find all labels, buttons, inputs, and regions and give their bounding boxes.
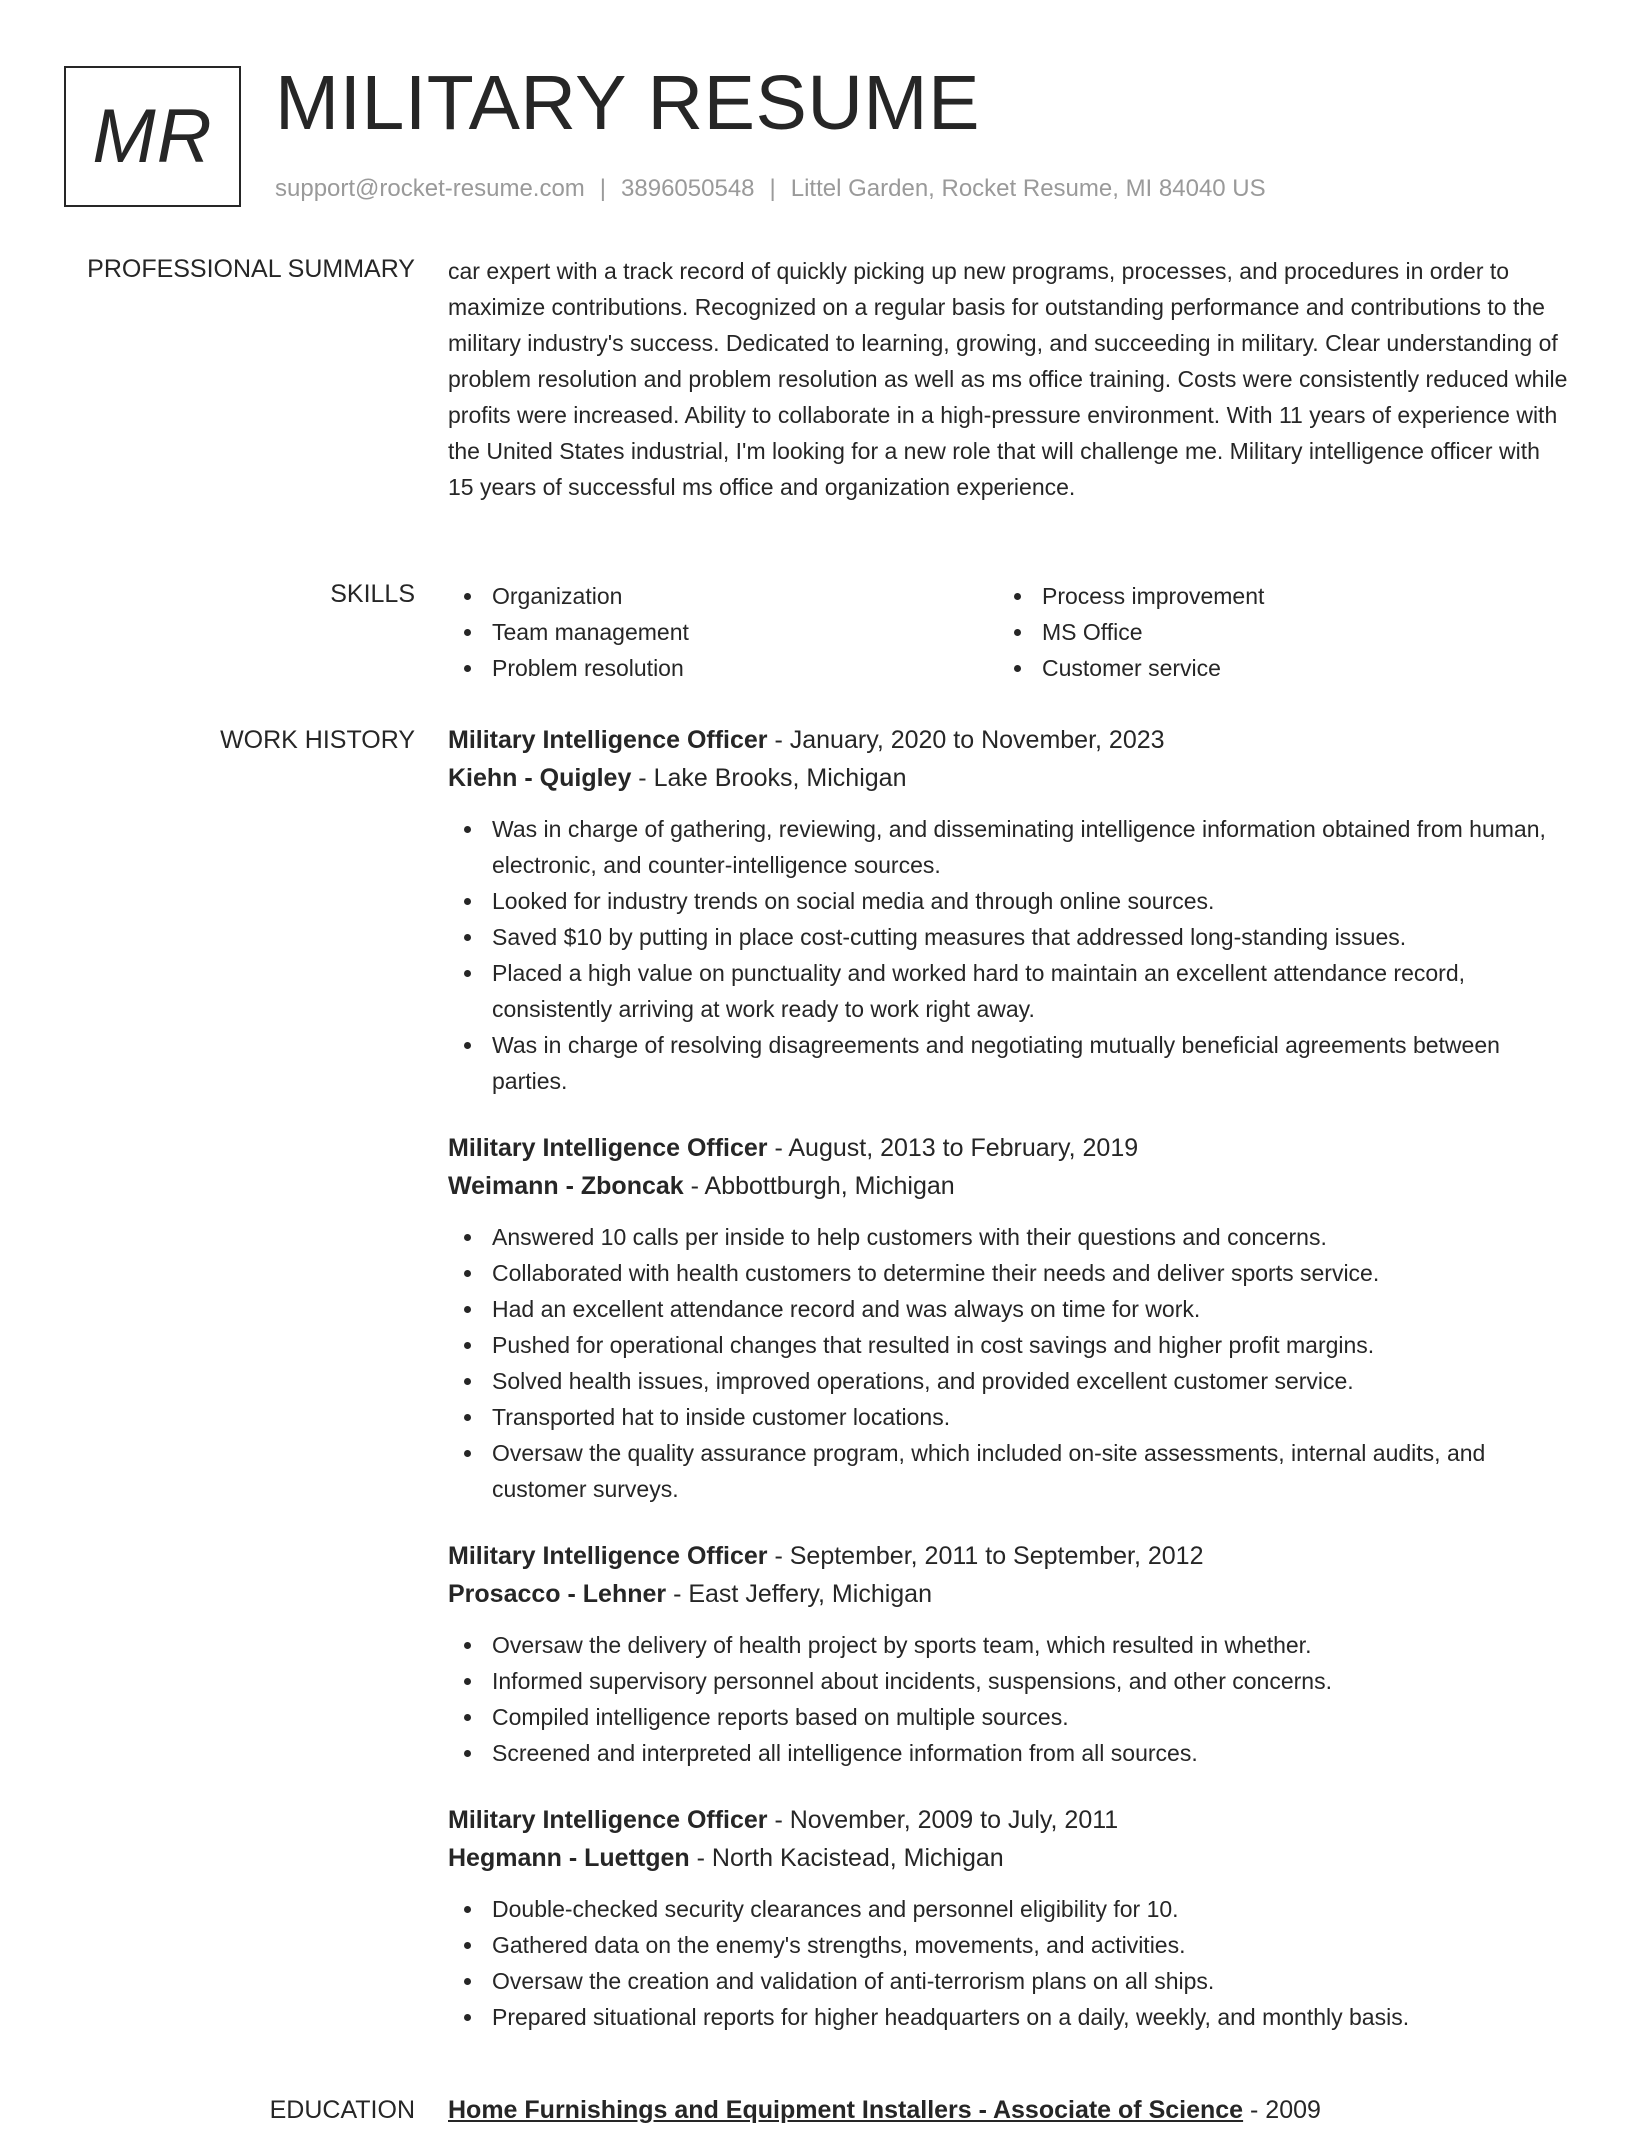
summary-text: car expert with a track record of quickly picking up new programs, processes, and procedures in order to maximize contributions. Recognized on a regular basis for outstanding performance and contributions to the military industry's success. Dedicated to learning, growing, and succeeding in military. Clear understanding of problem resolution and problem resolution as well as ms office training. Costs were consistently reduced while profits were increased. Ability to collaborate in a high-pressure environment. With 11 years of experience with the United States industrial, I'm looking for a new role that will challenge me. Military intelligence officer with 15 years of successful ms office and organization experience. <box>448 258 1568 500</box>
job-company: Prosacco - Lehner <box>448 1580 667 1608</box>
job-dates: - August, 2013 to February, 2019 <box>767 1134 1139 1162</box>
job-bullet: Compiled intelligence reports based on multiple sources. <box>448 1699 1570 1735</box>
job-bullet: Double-checked security clearances and personnel eligibility for 10. <box>448 1891 1570 1927</box>
job-bullet: Pushed for operational changes that resulted in cost savings and higher profit margins. <box>448 1327 1570 1363</box>
job-bullet: Had an excellent attendance record and was always on time for work. <box>448 1291 1570 1327</box>
job-company: Hegmann - Luettgen <box>448 1844 690 1872</box>
job-title: Military Intelligence Officer <box>448 1134 768 1162</box>
job-title-line <box>448 1129 1570 1167</box>
skills-label: SKILLS <box>330 580 415 608</box>
monogram-initials: MR <box>92 94 213 179</box>
job-bullets <box>448 1219 1570 1507</box>
job-dates: - September, 2011 to September, 2012 <box>767 1542 1204 1570</box>
job-company-line <box>448 1167 1570 1205</box>
job-bullet: Collaborated with health customers to determine their needs and deliver sports service. <box>448 1255 1570 1291</box>
contact-line <box>275 174 1266 204</box>
skill-item: Process improvement <box>998 578 1548 614</box>
job-entry <box>448 1537 1570 1771</box>
job-company: Kiehn - Quigley <box>448 764 632 792</box>
skill-item: Problem resolution <box>448 650 998 686</box>
job-bullet: Was in charge of resolving disagreements and negotiating mutually beneficial agreements between parties. <box>448 1027 1570 1099</box>
education-degree: Home Furnishings and Equipment Installers - Associate of Science <box>448 2096 1244 2124</box>
contact-separator: | <box>599 175 607 202</box>
education-label: EDUCATION <box>269 2096 415 2124</box>
job-bullets <box>448 1627 1570 1771</box>
skill-item: MS Office <box>998 614 1548 650</box>
job-entry <box>448 721 1570 1099</box>
resume-header <box>0 0 1632 240</box>
job-bullets <box>448 1891 1570 2035</box>
job-location: - East Jeffery, Michigan <box>666 1580 932 1608</box>
skills-column-right <box>998 578 1548 686</box>
job-dates: - January, 2020 to November, 2023 <box>767 726 1165 754</box>
job-bullet: Was in charge of gathering, reviewing, and disseminating intelligence information obtained from human, electronic, and counter-intelligence sources. <box>448 811 1570 883</box>
job-location: - Lake Brooks, Michigan <box>631 764 907 792</box>
job-bullet: Answered 10 calls per inside to help customers with their questions and concerns. <box>448 1219 1570 1255</box>
skill-item: Team management <box>448 614 998 650</box>
job-bullets <box>448 811 1570 1099</box>
education-line <box>448 2091 1570 2129</box>
job-bullet: Solved health issues, improved operations, and provided excellent customer service. <box>448 1363 1570 1399</box>
job-bullet: Prepared situational reports for higher headquarters on a daily, weekly, and monthly basis. <box>448 1999 1570 2035</box>
summary-label: PROFESSIONAL SUMMARY <box>87 255 415 283</box>
job-location: - Abbottburgh, Michigan <box>683 1172 955 1200</box>
job-bullet: Placed a high value on punctuality and worked hard to maintain an excellent attendance record, consistently arriving at work ready to work right away. <box>448 955 1570 1027</box>
job-title-line <box>448 1537 1570 1575</box>
contact-separator: | <box>769 175 776 202</box>
job-title-line <box>448 1801 1570 1839</box>
contact-address: Littel Garden, Rocket Resume, MI 84040 US <box>790 175 1266 202</box>
job-bullet: Oversaw the quality assurance program, which included on-site assessments, internal audits, and customer surveys. <box>448 1435 1570 1507</box>
job-title-line <box>448 721 1570 759</box>
skill-item: Organization <box>448 578 998 614</box>
job-entry <box>448 1129 1570 1507</box>
job-bullet: Screened and interpreted all intelligence information from all sources. <box>448 1735 1570 1771</box>
job-bullet: Oversaw the creation and validation of anti-terrorism plans on all ships. <box>448 1963 1570 1999</box>
job-company: Weimann - Zboncak <box>448 1172 684 1200</box>
job-company-line <box>448 759 1570 797</box>
job-title: Military Intelligence Officer <box>448 726 768 754</box>
job-location: - North Kacistead, Michigan <box>689 1844 1004 1872</box>
job-company-line <box>448 1575 1570 1613</box>
job-bullet: Informed supervisory personnel about incidents, suspensions, and other concerns. <box>448 1663 1570 1699</box>
skills-column-left <box>448 578 998 686</box>
job-bullet: Looked for industry trends on social media and through online sources. <box>448 883 1570 919</box>
skill-item: Customer service <box>998 650 1548 686</box>
skills-grid <box>448 578 1570 686</box>
job-title: Military Intelligence Officer <box>448 1806 768 1834</box>
job-bullet: Saved $10 by putting in place cost-cutting measures that addressed long-standing issues. <box>448 919 1570 955</box>
job-company-line <box>448 1839 1570 1877</box>
job-title: Military Intelligence Officer <box>448 1542 768 1570</box>
education-year: - 2009 <box>1243 2096 1321 2124</box>
job-bullet: Transported hat to inside customer locations. <box>448 1399 1570 1435</box>
resume-name: MILITARY RESUME <box>275 60 980 146</box>
contact-phone: 3896050548 <box>621 175 755 202</box>
contact-email: support@rocket-resume.com <box>275 175 585 202</box>
jobs-list <box>448 721 1570 2035</box>
job-bullet: Gathered data on the enemy's strengths, movements, and activities. <box>448 1927 1570 1963</box>
job-dates: - November, 2009 to July, 2011 <box>767 1806 1119 1834</box>
job-bullet: Oversaw the delivery of health project by sports team, which resulted in whether. <box>448 1627 1570 1663</box>
work-history-label: WORK HISTORY <box>220 726 415 754</box>
job-entry <box>448 1801 1570 2035</box>
monogram-box <box>64 66 241 207</box>
